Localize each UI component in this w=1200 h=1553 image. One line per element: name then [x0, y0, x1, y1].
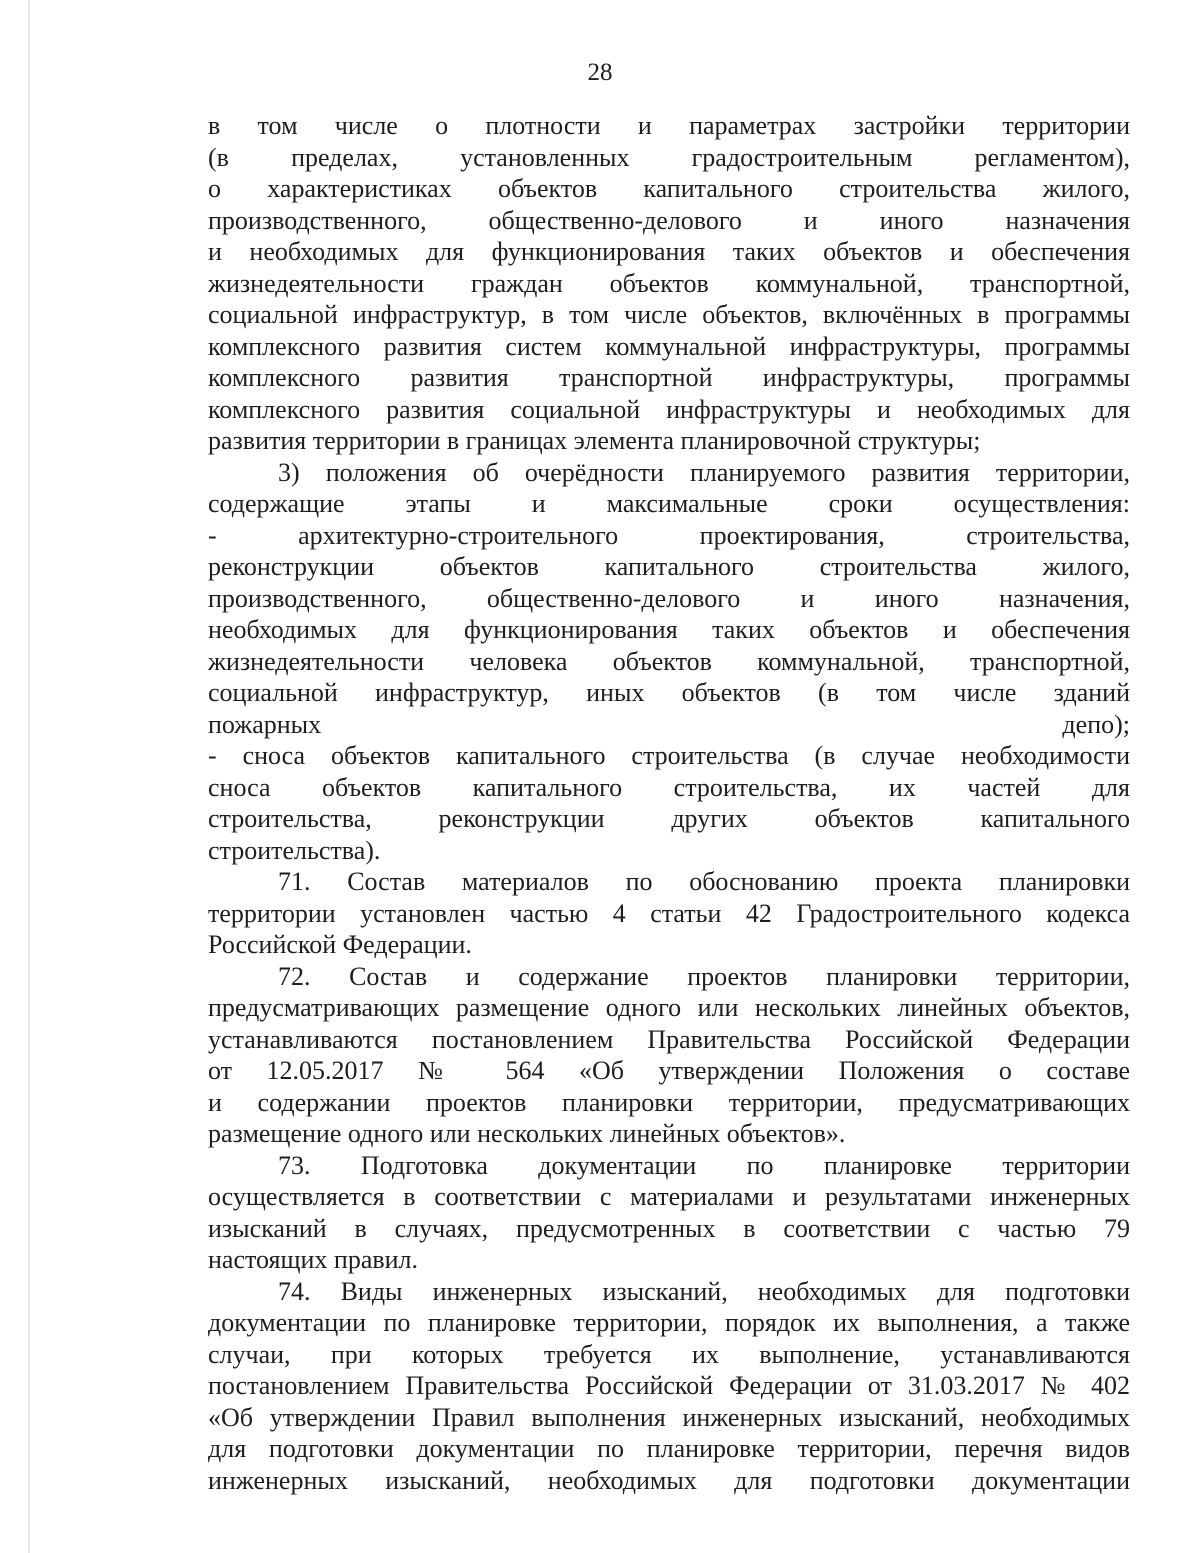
document-body — [208, 110, 1130, 1496]
text-line: реконструкции объектов капитального строительства жилого, — [208, 552, 1130, 581]
text-line: 72. Состав и содержание проектов планировки территории, — [278, 961, 1130, 991]
text-line: и содержании проектов планировки территории, предусматривающих — [208, 1087, 1130, 1117]
text-line: строительства, реконструкции других объектов капитального — [208, 804, 1130, 833]
text-line: предусматривающих размещение одного или нескольких линейных объектов, — [208, 993, 1130, 1022]
text-line: сноса объектов капитального строительства, их частей для — [208, 772, 1130, 802]
page-number: 28 — [587, 59, 613, 86]
text-line: содержащие этапы и максимальные сроки осуществления: — [208, 489, 1130, 518]
text-line: развития территории в границах элемента планировочной структуры; — [208, 426, 981, 455]
text-line: социальной инфраструктур, в том числе объектов, включённых в программы — [208, 300, 1130, 329]
text-line: (в пределах, установленных градостроительным регламентом), — [208, 142, 1130, 172]
text-line: о характеристиках объектов капитального строительства жилого, — [208, 174, 1130, 203]
text-line: размещение одного или нескольких линейных объектов». — [208, 1119, 846, 1148]
text-line: и необходимых для функционирования таких объектов и обеспечения — [208, 237, 1130, 266]
text-line: Российской Федерации. — [208, 930, 472, 959]
text-line: необходимых для функционирования таких объектов и обеспечения — [208, 615, 1130, 644]
text-line: инженерных изысканий, необходимых для подготовки документации — [208, 1465, 1130, 1495]
text-line: осуществляется в соответствии с материалами и результатами инженерных — [208, 1182, 1130, 1211]
text-line: изысканий в случаях, предусмотренных в соответствии с частью 79 — [208, 1213, 1130, 1243]
text-line: комплексного развития систем коммунальной инфраструктуры, программы — [208, 331, 1130, 361]
text-line: 74. Виды инженерных изысканий, необходимых для подготовки — [278, 1276, 1130, 1306]
text-line: в том числе о плотности и параметрах застройки территории — [208, 111, 1130, 140]
text-line: жизнедеятельности граждан объектов коммунальной, транспортной, — [208, 268, 1130, 298]
text-line: от 12.05.2017 № 564 «Об утверждении Положения о составе — [208, 1056, 1130, 1085]
text-line: комплексного развития транспортной инфраструктуры, программы — [208, 363, 1130, 392]
text-line: устанавливаются постановлением Правительства Российской Федерации — [208, 1024, 1130, 1054]
text-line: жизнедеятельности человека объектов коммунальной, транспортной, — [208, 646, 1130, 676]
text-line: настоящих правил. — [208, 1245, 419, 1274]
text-line: пожарных депо); — [208, 709, 1130, 739]
text-line: - сноса объектов капитального строительства (в случае необходимости — [208, 741, 1130, 770]
text-line: комплексного развития социальной инфраструктуры и необходимых для — [208, 394, 1130, 424]
text-line: строительства). — [208, 835, 381, 865]
text-line: 73. Подготовка документации по планировке территории — [278, 1150, 1130, 1180]
text-line: случаи, при которых требуется их выполнение, устанавливаются — [208, 1339, 1130, 1369]
scan-edge — [28, 0, 30, 1553]
text-line: 3) положения об очерёдности планируемого развития территории, — [278, 457, 1130, 487]
text-line: документации по планировке территории, порядок их выполнения, а также — [208, 1308, 1130, 1337]
text-line: постановлением Правительства Российской Федерации от 31.03.2017 № 402 — [208, 1371, 1130, 1400]
text-line: социальной инфраструктур, иных объектов (в том числе зданий — [208, 678, 1130, 707]
text-line: для подготовки документации по планировке территории, перечня видов — [208, 1434, 1130, 1463]
text-line: 71. Состав материалов по обоснованию проекта планировки — [278, 867, 1130, 896]
text-line: территории установлен частью 4 статьи 42 Градостроительного кодекса — [208, 898, 1130, 928]
text-line: - архитектурно-строительного проектирования, строительства, — [208, 520, 1130, 550]
text-line: «Об утверждении Правил выполнения инженерных изысканий, необходимых — [208, 1402, 1130, 1432]
text-line: производственного, общественно-делового и иного назначения, — [208, 583, 1130, 613]
text-line: производственного, общественно-делового и иного назначения — [208, 205, 1130, 235]
